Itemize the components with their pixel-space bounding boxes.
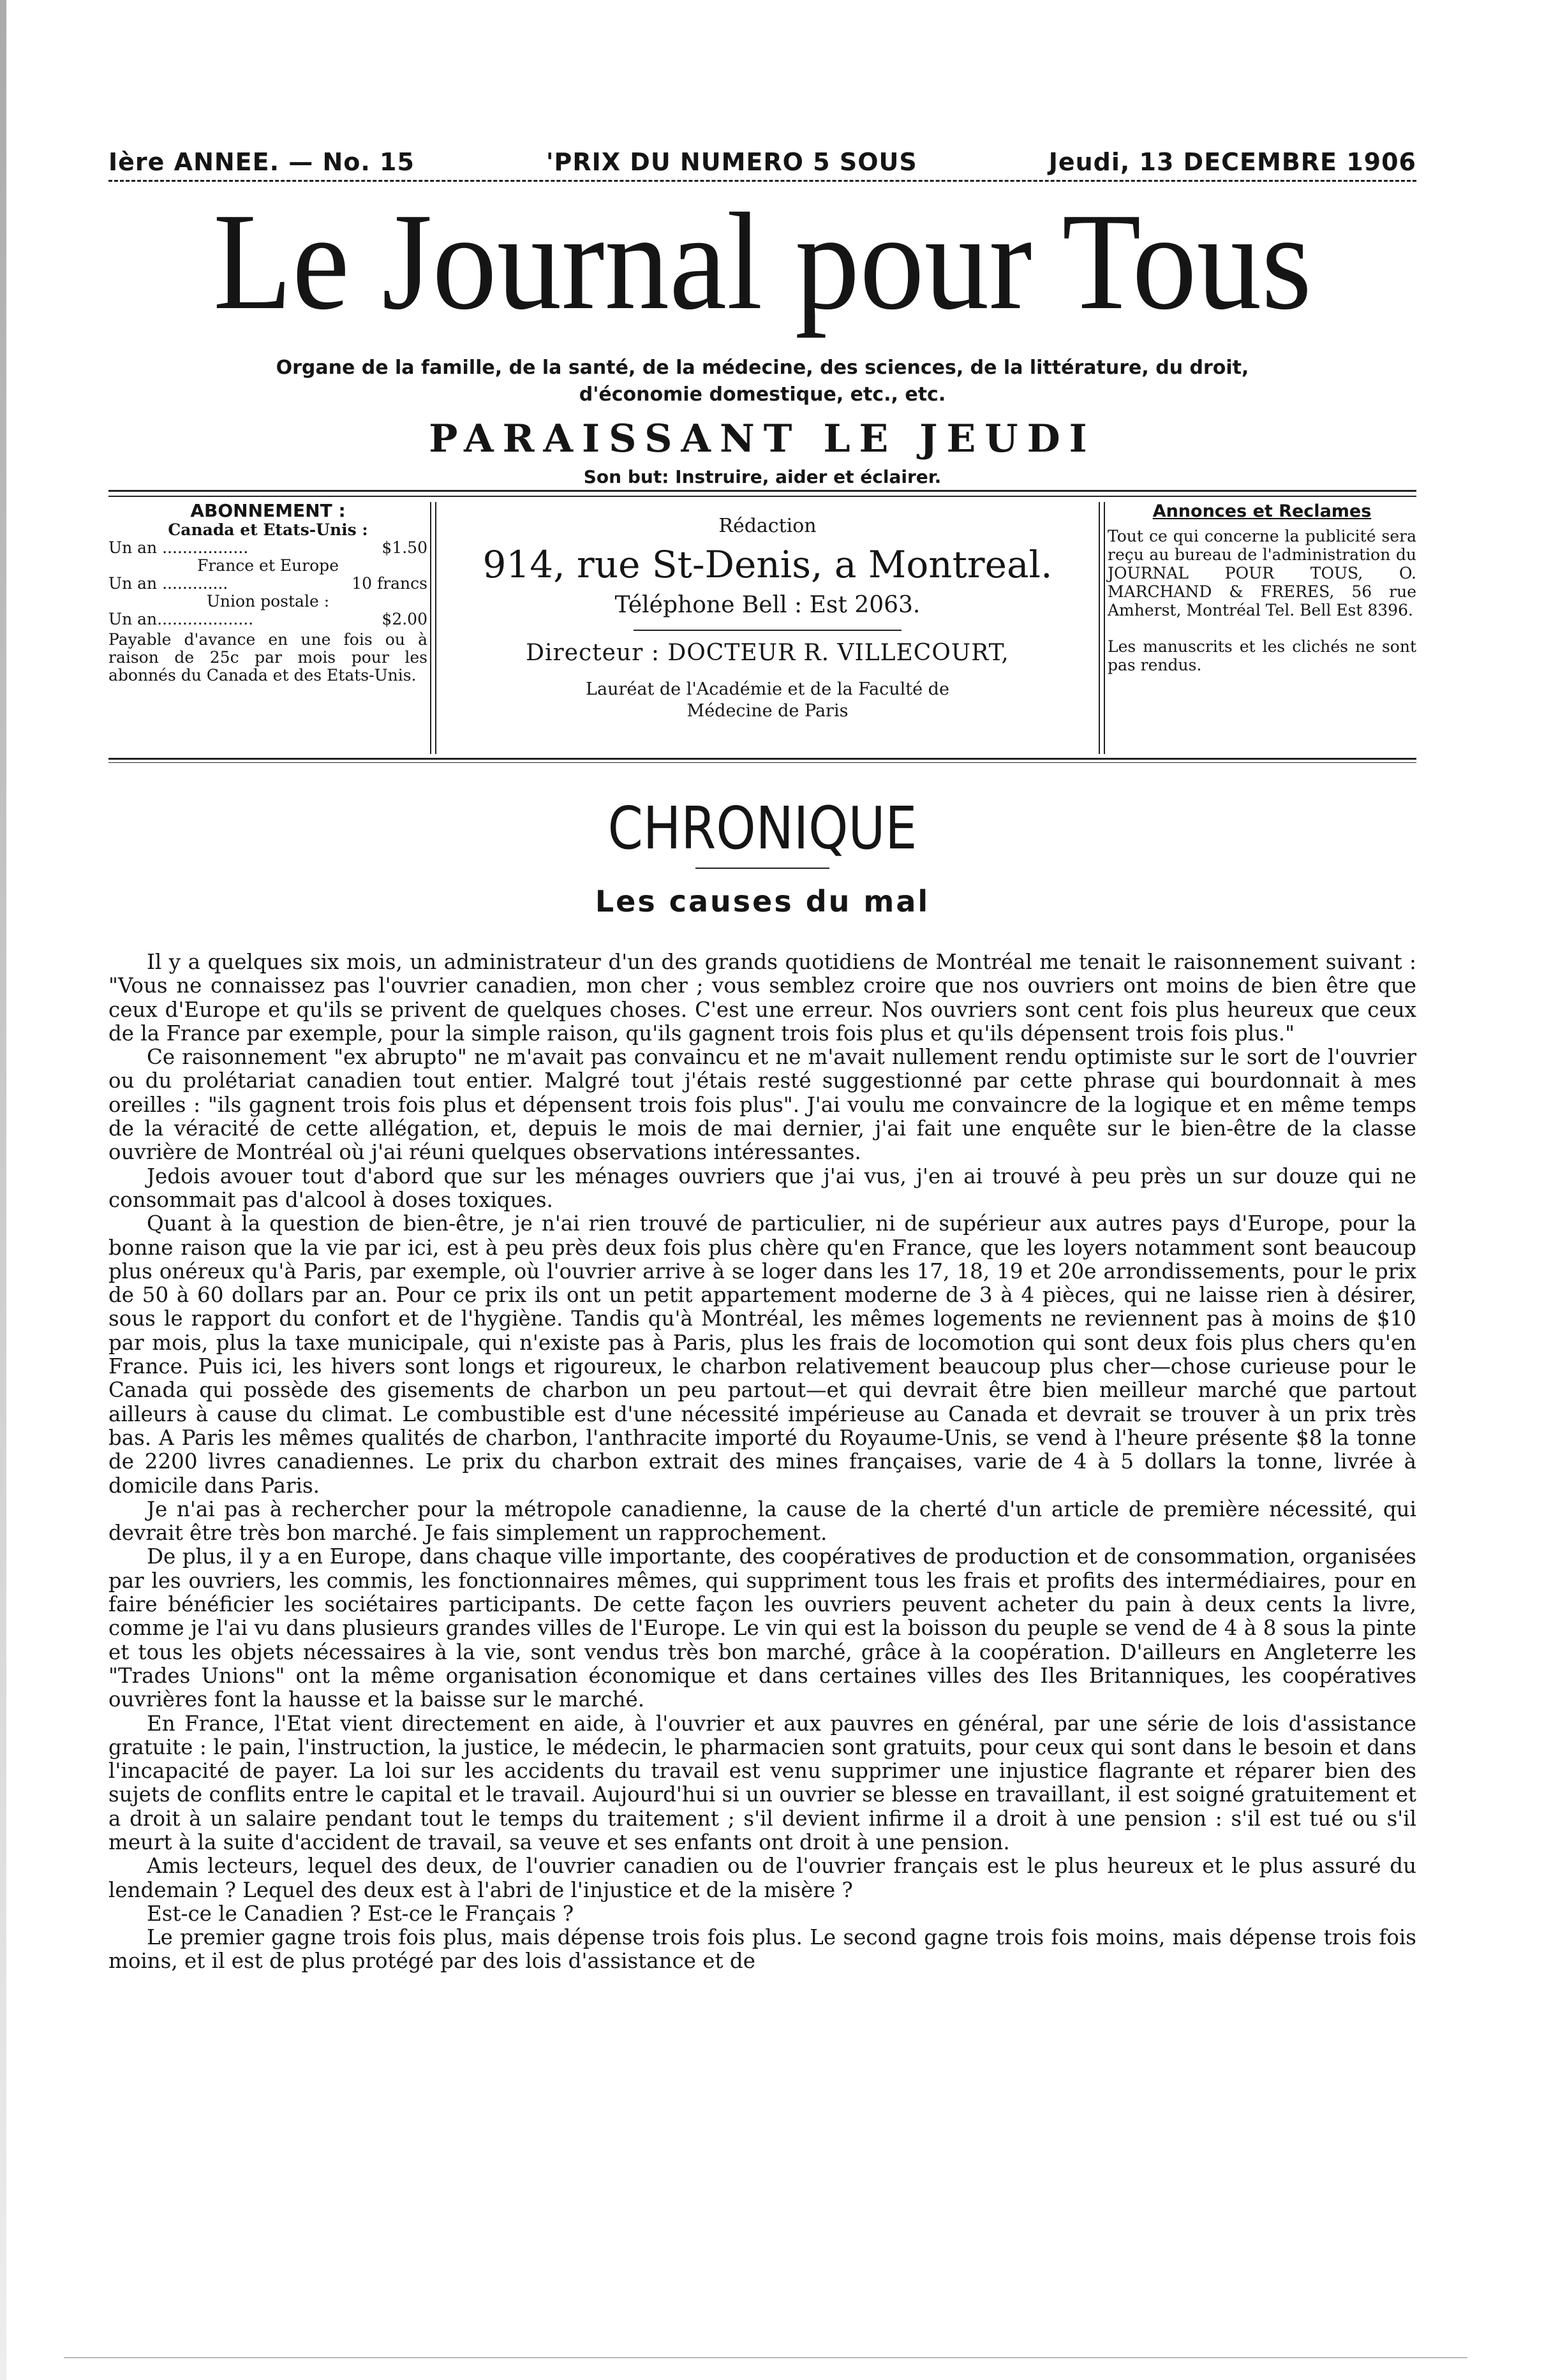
article-paragraph: Le premier gagne trois fois plus, mais dépense trois fois plus. Le second gagne trois fois moins, mais dépense trois fois moins, et il est de plus protégé par des lois d'assistance et de	[108, 1925, 1416, 1974]
section-heading-rule	[695, 868, 829, 869]
redaction-label: Rédaction	[718, 515, 817, 537]
abonnement-box	[108, 502, 427, 754]
row-label: Un an .................	[108, 538, 249, 557]
row-price: 10 francs	[352, 574, 427, 593]
article-paragraph: Je n'ai pas à rechercher pour la métropole canadienne, la cause de la cherté d'un article de première nécessité, qui devrait être très bon marché. Je fais simplement un rapprochement.	[108, 1497, 1416, 1546]
organe-line-2: d'économie domestique, etc., etc.	[579, 383, 946, 406]
redaction-rule	[634, 630, 902, 631]
organe-line-1: Organe de la famille, de la santé, de la médecine, des sciences, de la littérature, du droit,	[276, 357, 1249, 379]
annonces-text: Tout ce qui concerne la publicité sera reçu au bureau de l'administration du JOURNAL POUR TOUS, O. MARCHAND & FRERES, 56 rue Amherst, Montréal Tel. Bell Est 8396.	[1108, 527, 1416, 619]
column-divider	[1099, 502, 1105, 754]
column-divider	[430, 502, 436, 754]
article-paragraph: Ce raisonnement "ex abrupto" ne m'avait pas convaincu et ne m'avait nullement rendu optimiste sur le sort de l'ouvrier ou du prolétariat canadien tout entier. Malgré tout j'étais resté suggestionné par cette phrase qui bourdonnait à mes oreilles : "ils gagnent trois fois plus et dépensent trois fois plus". J'ai voulu me convaincre de la logique et en même temps de la véracité de cette allégation, et, depuis le mois de mai dernier, j'ai fait une enquête sur le bien-être de la classe ouvrière de Montréal où j'ai réuni quelques observations intéressantes.	[108, 1045, 1416, 1165]
redaction-telephone: Téléphone Bell : Est 2063.	[614, 592, 921, 618]
article-paragraph: Est-ce le Canadien ? Est-ce le Français ?	[147, 1901, 574, 1926]
row-label: Un an...................	[108, 610, 254, 628]
page-edge	[0, 0, 6, 2380]
header-boxes	[108, 502, 1416, 754]
row-label: Un an .............	[108, 574, 228, 593]
abonnement-row-canada	[108, 539, 427, 557]
abonnement-union-label: Union postale :	[206, 592, 330, 610]
abonnement-row-france	[108, 575, 427, 593]
abonnement-canada-label: Canada et Etats-Unis :	[168, 521, 368, 539]
masthead-title: Le Journal pour Tous	[212, 185, 1312, 339]
issue-number: Ière ANNEE. — No. 15	[108, 148, 415, 176]
article-paragraph: Il y a quelques six mois, un administrateur d'un des grands quotidiens de Montréal me tenait le raisonnement suivant : "Vous ne connaissez pas l'ouvrier canadien, mon cher ; vous semblez croire que nos ouvriers ont moins de bien être que ceux d'Europe et qu'ils se privent de quelques choses. C'est une erreur. Nos ouvriers sont cent fois plus heureux que ceux de la France par exemple, pour la simple raison, qu'ils gagnent trois fois plus et qu'ils dépensent trois fois plus."	[108, 950, 1416, 1046]
masthead-organe	[188, 355, 1337, 408]
issue-price: 'PRIX DU NUMERO 5 SOUS	[545, 148, 917, 176]
page-bottom-rule	[64, 2357, 1467, 2358]
abonnement-row-union	[108, 610, 427, 628]
annonces-manuscrits: Les manuscrits et les clichés ne sont pas rendus.	[1108, 637, 1416, 674]
article-paragraph: Jedois avouer tout d'abord que sur les ménages ouvriers que j'ai vus, j'en ai trouvé à peu près un sur douze qui ne consommait pas d'alcool à doses toxiques.	[108, 1164, 1416, 1212]
redaction-directeur: Directeur : DOCTEUR R. VILLECOURT,	[526, 640, 1009, 666]
article-subtitle: Les causes du mal	[595, 884, 930, 919]
boxes-bottom-rule	[108, 758, 1416, 763]
article-paragraph: Amis lecteurs, lequel des deux, de l'ouvrier canadien ou de l'ouvrier français est le plus heureux et le plus assuré du lendemain ? Lequel des deux est à l'abri de l'injustice et de la misère ?	[108, 1854, 1416, 1902]
article-body	[108, 950, 1416, 1974]
row-price: $2.00	[382, 610, 427, 628]
header-rule	[108, 496, 1416, 497]
annonces-title: Annonces et Reclames	[1152, 501, 1372, 521]
section-heading: CHRONIQUE	[607, 794, 917, 862]
redaction-address: 914, rue St-Denis, a Montreal.	[482, 543, 1053, 586]
laureat-line-2: Médecine de Paris	[686, 701, 849, 721]
annonces-box	[1108, 502, 1416, 754]
issue-strip	[108, 139, 1416, 182]
article-paragraph: De plus, il y a en Europe, dans chaque ville importante, des coopératives de production et de consommation, organisées par les ouvriers, les commis, les fonctionnaires mêmes, qui suppriment tous les frais et profits des intermédiaires, pour en faire bénéficier les sociétaires participants. De cette façon les ouvriers peuvent acheter du pain à deux cents la livre, comme je l'ai vu dans plusieurs grandes villes de l'Europe. Le vin qui est la boisson du peuple se vend de 4 à 8 sous la pinte et tous les objets nécessaires à la vie, sont vendus très bon marché, grâce à la coopération. D'ailleurs en Angleterre les "Trades Unions" ont la même organisation économique et dans certaines villes des Iles Britanniques, les coopératives ouvrières font la hausse et la baisse sur le marché.	[108, 1544, 1416, 1712]
article-paragraph: En France, l'Etat vient directement en aide, à l'ouvrier et aux pauvres en général, par une série de lois d'assistance gratuite : le pain, l'instruction, la justice, le médecin, le pharmacien sont gratuits, pour ceux qui sont dans le besoin et dans l'incapacité de payer. La loi sur les accidents du travail est venu supprimer une injustice flagrante et réparer bien des sujets de conflits entre le capital et le travail. Aujourd'hui si un ouvrier se blesse en travaillant, il est soigné gratuitement et a droit à un salaire pendant tout le temps du traitement ; s'il devient infirme il a droit à une pension : s'il est tué ou s'il meurt à la suite d'accident de travail, sa veuve et ses enfants ont droit à une pension.	[108, 1711, 1416, 1854]
abonnement-france-label: France et Europe	[197, 556, 339, 575]
issue-date: Jeudi, 13 DECEMBRE 1906	[1048, 148, 1416, 176]
row-price: $1.50	[382, 538, 427, 557]
redaction-box	[439, 502, 1096, 754]
motto: Son but: Instruire, aider et éclairer.	[108, 464, 1416, 492]
redaction-laureat	[439, 679, 1096, 722]
paraissant-banner: PARAISSANT LE JEUDI	[429, 417, 1096, 461]
abonnement-note: Payable d'avance en une fois ou à raison de 25c par mois pour les abonnés du Canada et des Etats-Unis.	[108, 630, 427, 684]
abonnement-title: ABONNEMENT :	[190, 500, 346, 521]
laureat-line-1: Lauréat de l'Académie et de la Faculté de	[586, 679, 949, 699]
article-paragraph: Quant à la question de bien-être, je n'ai rien trouvé de particulier, ni de supérieur aux autres pays d'Europe, pour la bonne raison que la vie par ici, est à peu près deux fois plus chère qu'en France, que les loyers notamment sont beaucoup plus onéreux qu'à Paris, par exemple, où l'ouvrier arrive à se loger dans les 17, 18, 19 et 20e arrondissements, pour le prix de 50 à 60 dollars par an. Pour ce prix ils ont un petit appartement moderne de 3 à 4 pièces, qui ne laisse rien à désirer, sous le rapport du confort et de l'hygiène. Tandis qu'à Montréal, les mêmes logements ne reviennent pas à moins de $10 par mois, plus la taxe municipale, qui n'existe pas à Paris, plus les frais de locomotion qui sont deux fois plus chers qu'en France. Puis ici, les hivers sont longs et rigoureux, le charbon relativement beaucoup plus cher—chose curieuse pour le Canada qui possède des gisements de charbon un peu partout—et qui devrait être bien meilleur marché que partout ailleurs à cause du climat. Le combustible est d'une nécessité impérieuse au Canada et devrait se trouver à un prix très bas. A Paris les mêmes qualités de charbon, l'anthracite importé du Royaume-Unis, se vend à l'heure présente $8 la tonne de 2200 livres canadiennes. Le prix du charbon extrait des mines françaises, varie de 4 à 5 dollars la tonne, livrée à domicile dans Paris.	[108, 1211, 1416, 1498]
newspaper-page	[108, 139, 1416, 1974]
